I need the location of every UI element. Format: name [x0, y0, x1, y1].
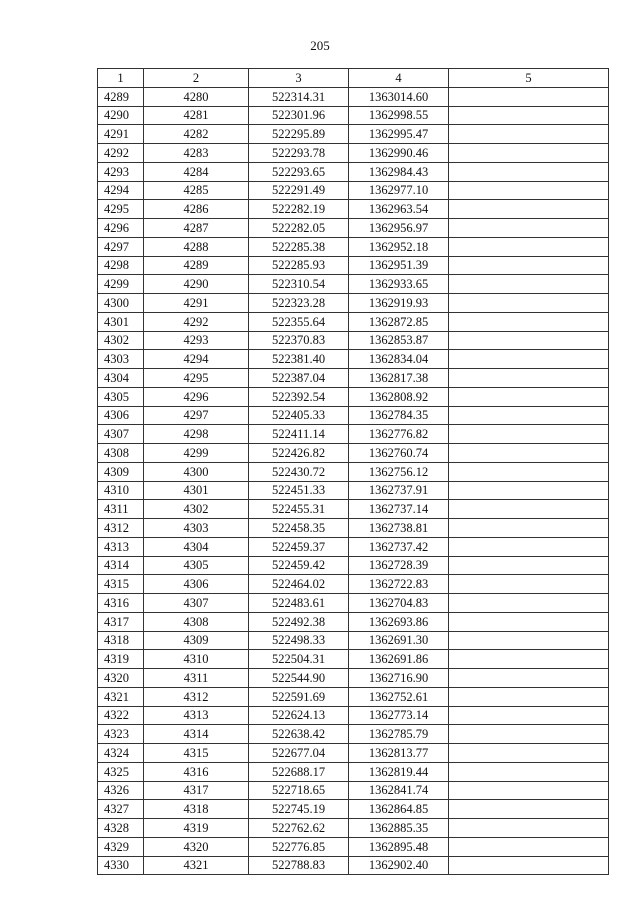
table-row	[98, 350, 609, 369]
table-cell-col-2: 4307	[144, 594, 249, 613]
table-cell-col-4: 1362704.83	[349, 594, 449, 613]
table-cell-col-4: 1362691.86	[349, 650, 449, 669]
table-cell-col-5	[449, 369, 609, 388]
table-cell-col-3: 522492.38	[249, 612, 349, 631]
table-cell-col-5	[449, 556, 609, 575]
table-cell-col-3: 522387.04	[249, 369, 349, 388]
table-cell-col-1: 4295	[98, 200, 144, 219]
table-cell-col-4: 1362895.48	[349, 837, 449, 856]
table-cell-col-2: 4306	[144, 575, 249, 594]
table-cell-col-3: 522355.64	[249, 312, 349, 331]
column-header-3: 3	[249, 69, 349, 88]
table-row	[98, 312, 609, 331]
table-cell-col-4: 1362885.35	[349, 819, 449, 838]
table-body	[98, 87, 609, 875]
table-cell-col-3: 522282.19	[249, 200, 349, 219]
table-cell-col-3: 522295.89	[249, 125, 349, 144]
table-cell-col-4: 1362693.86	[349, 612, 449, 631]
table-row	[98, 219, 609, 238]
table-cell-col-1: 4290	[98, 106, 144, 125]
table-cell-col-4: 1362951.39	[349, 256, 449, 275]
table-row	[98, 387, 609, 406]
table-cell-col-5	[449, 575, 609, 594]
table-cell-col-2: 4317	[144, 781, 249, 800]
table-row	[98, 556, 609, 575]
table-cell-col-5	[449, 312, 609, 331]
table-cell-col-1: 4318	[98, 631, 144, 650]
table-cell-col-2: 4319	[144, 819, 249, 838]
table-cell-col-1: 4317	[98, 612, 144, 631]
table-cell-col-1: 4299	[98, 275, 144, 294]
table-cell-col-5	[449, 237, 609, 256]
table-row	[98, 162, 609, 181]
table-cell-col-1: 4322	[98, 706, 144, 725]
table-cell-col-2: 4305	[144, 556, 249, 575]
table-cell-col-4: 1362813.77	[349, 744, 449, 763]
table-cell-col-1: 4301	[98, 312, 144, 331]
table-cell-col-2: 4314	[144, 725, 249, 744]
table-cell-col-3: 522323.28	[249, 294, 349, 313]
table-row	[98, 125, 609, 144]
table-cell-col-4: 1362737.91	[349, 481, 449, 500]
table-cell-col-1: 4312	[98, 519, 144, 538]
table-cell-col-4: 1362919.93	[349, 294, 449, 313]
table-cell-col-3: 522624.13	[249, 706, 349, 725]
table-cell-col-1: 4307	[98, 425, 144, 444]
table-cell-col-2: 4280	[144, 87, 249, 106]
table-cell-col-4: 1362776.82	[349, 425, 449, 444]
table-cell-col-1: 4327	[98, 800, 144, 819]
table-cell-col-3: 522293.65	[249, 162, 349, 181]
table-cell-col-1: 4311	[98, 500, 144, 519]
table-cell-col-2: 4285	[144, 181, 249, 200]
table-cell-col-3: 522370.83	[249, 331, 349, 350]
table-cell-col-2: 4304	[144, 537, 249, 556]
table-cell-col-3: 522464.02	[249, 575, 349, 594]
table-cell-col-2: 4313	[144, 706, 249, 725]
table-cell-col-3: 522483.61	[249, 594, 349, 613]
table-cell-col-1: 4321	[98, 687, 144, 706]
table-cell-col-5	[449, 444, 609, 463]
table-row	[98, 444, 609, 463]
table-cell-col-5	[449, 819, 609, 838]
table-cell-col-1: 4303	[98, 350, 144, 369]
table-cell-col-5	[449, 800, 609, 819]
table-cell-col-2: 4282	[144, 125, 249, 144]
table-cell-col-3: 522458.35	[249, 519, 349, 538]
table-cell-col-1: 4296	[98, 219, 144, 238]
table-cell-col-1: 4291	[98, 125, 144, 144]
table-cell-col-1: 4310	[98, 481, 144, 500]
table-cell-col-5	[449, 744, 609, 763]
table-cell-col-5	[449, 781, 609, 800]
table-cell-col-2: 4297	[144, 406, 249, 425]
table-cell-col-4: 1363014.60	[349, 87, 449, 106]
table-cell-col-5	[449, 387, 609, 406]
table-cell-col-5	[449, 87, 609, 106]
table-cell-col-2: 4289	[144, 256, 249, 275]
table-cell-col-1: 4300	[98, 294, 144, 313]
table-row	[98, 406, 609, 425]
table-row	[98, 481, 609, 500]
table-cell-col-5	[449, 219, 609, 238]
table-cell-col-4: 1362933.65	[349, 275, 449, 294]
table-row	[98, 669, 609, 688]
table-cell-col-3: 522411.14	[249, 425, 349, 444]
table-row	[98, 781, 609, 800]
table-cell-col-5	[449, 519, 609, 538]
table-cell-col-5	[449, 669, 609, 688]
table-cell-col-5	[449, 462, 609, 481]
table-cell-col-4: 1362819.44	[349, 762, 449, 781]
table-cell-col-2: 4281	[144, 106, 249, 125]
table-cell-col-5	[449, 200, 609, 219]
table-cell-col-3: 522504.31	[249, 650, 349, 669]
table-row	[98, 800, 609, 819]
table-cell-col-5	[449, 275, 609, 294]
table-cell-col-4: 1362716.90	[349, 669, 449, 688]
table-row	[98, 500, 609, 519]
table-cell-col-1: 4302	[98, 331, 144, 350]
table-row	[98, 856, 609, 875]
table-cell-col-4: 1362785.79	[349, 725, 449, 744]
table-row	[98, 706, 609, 725]
table-cell-col-3: 522301.96	[249, 106, 349, 125]
table-cell-col-5	[449, 537, 609, 556]
table-cell-col-3: 522426.82	[249, 444, 349, 463]
table-cell-col-2: 4320	[144, 837, 249, 856]
table-row	[98, 462, 609, 481]
table-cell-col-4: 1362808.92	[349, 387, 449, 406]
table-cell-col-3: 522591.69	[249, 687, 349, 706]
table-cell-col-3: 522392.54	[249, 387, 349, 406]
column-header-1: 1	[98, 69, 144, 88]
table-cell-col-3: 522310.54	[249, 275, 349, 294]
table-cell-col-4: 1362834.04	[349, 350, 449, 369]
table-cell-col-1: 4297	[98, 237, 144, 256]
table-cell-col-2: 4321	[144, 856, 249, 875]
table-cell-col-1: 4326	[98, 781, 144, 800]
table-row	[98, 762, 609, 781]
table-cell-col-5	[449, 181, 609, 200]
table-cell-col-2: 4315	[144, 744, 249, 763]
table-cell-col-3: 522762.62	[249, 819, 349, 838]
table-cell-col-3: 522459.37	[249, 537, 349, 556]
table-cell-col-2: 4303	[144, 519, 249, 538]
table-cell-col-1: 4298	[98, 256, 144, 275]
table-cell-col-2: 4293	[144, 331, 249, 350]
page-number: 205	[310, 38, 330, 53]
table-cell-col-2: 4300	[144, 462, 249, 481]
table-row	[98, 575, 609, 594]
table-cell-col-1: 4292	[98, 144, 144, 163]
table-cell-col-3: 522314.31	[249, 87, 349, 106]
table-cell-col-4: 1362773.14	[349, 706, 449, 725]
table-cell-col-3: 522544.90	[249, 669, 349, 688]
table-row	[98, 294, 609, 313]
table-cell-col-5	[449, 425, 609, 444]
table-cell-col-2: 4296	[144, 387, 249, 406]
table-cell-col-2: 4292	[144, 312, 249, 331]
table-cell-col-2: 4299	[144, 444, 249, 463]
table-cell-col-4: 1362853.87	[349, 331, 449, 350]
table-cell-col-2: 4298	[144, 425, 249, 444]
table-row	[98, 331, 609, 350]
table-cell-col-2: 4287	[144, 219, 249, 238]
coordinates-table	[97, 68, 609, 875]
table-cell-col-1: 4315	[98, 575, 144, 594]
table-cell-col-4: 1362902.40	[349, 856, 449, 875]
table-cell-col-3: 522430.72	[249, 462, 349, 481]
table-cell-col-1: 4289	[98, 87, 144, 106]
table-cell-col-5	[449, 481, 609, 500]
table-cell-col-1: 4319	[98, 650, 144, 669]
table-cell-col-5	[449, 106, 609, 125]
table-cell-col-1: 4320	[98, 669, 144, 688]
table-row	[98, 537, 609, 556]
table-cell-col-2: 4318	[144, 800, 249, 819]
table-cell-col-2: 4308	[144, 612, 249, 631]
table-row	[98, 106, 609, 125]
table-cell-col-1: 4325	[98, 762, 144, 781]
table-cell-col-2: 4316	[144, 762, 249, 781]
table-cell-col-2: 4294	[144, 350, 249, 369]
table-row	[98, 275, 609, 294]
table-cell-col-1: 4328	[98, 819, 144, 838]
table-row	[98, 725, 609, 744]
table-cell-col-1: 4309	[98, 462, 144, 481]
table-cell-col-2: 4291	[144, 294, 249, 313]
table-cell-col-4: 1362984.43	[349, 162, 449, 181]
table-cell-col-5	[449, 837, 609, 856]
table-row	[98, 237, 609, 256]
table-cell-col-3: 522459.42	[249, 556, 349, 575]
table-cell-col-5	[449, 350, 609, 369]
table-cell-col-4: 1362737.42	[349, 537, 449, 556]
table-cell-col-1: 4330	[98, 856, 144, 875]
table-cell-col-1: 4293	[98, 162, 144, 181]
table-cell-col-4: 1362737.14	[349, 500, 449, 519]
column-header-2: 2	[144, 69, 249, 88]
table-cell-col-5	[449, 856, 609, 875]
table-cell-col-2: 4290	[144, 275, 249, 294]
table-cell-col-4: 1362722.83	[349, 575, 449, 594]
table-row	[98, 744, 609, 763]
header-row	[98, 69, 609, 88]
table-row	[98, 369, 609, 388]
table-cell-col-1: 4305	[98, 387, 144, 406]
table-cell-col-5	[449, 612, 609, 631]
table-row	[98, 594, 609, 613]
table-cell-col-3: 522455.31	[249, 500, 349, 519]
table-cell-col-4: 1362998.55	[349, 106, 449, 125]
table-cell-col-1: 4323	[98, 725, 144, 744]
table-row	[98, 181, 609, 200]
table-cell-col-4: 1362956.97	[349, 219, 449, 238]
table-cell-col-4: 1362738.81	[349, 519, 449, 538]
table-cell-col-4: 1362817.38	[349, 369, 449, 388]
table-cell-col-1: 4314	[98, 556, 144, 575]
table-cell-col-5	[449, 294, 609, 313]
table-cell-col-4: 1362864.85	[349, 800, 449, 819]
table-cell-col-4: 1362990.46	[349, 144, 449, 163]
table-cell-col-3: 522282.05	[249, 219, 349, 238]
table-cell-col-3: 522638.42	[249, 725, 349, 744]
table-cell-col-4: 1362756.12	[349, 462, 449, 481]
column-header-4: 4	[349, 69, 449, 88]
table-row	[98, 200, 609, 219]
table-cell-col-2: 4284	[144, 162, 249, 181]
table-row	[98, 837, 609, 856]
table-cell-col-1: 4316	[98, 594, 144, 613]
table-cell-col-3: 522451.33	[249, 481, 349, 500]
table-cell-col-5	[449, 406, 609, 425]
table-cell-col-3: 522745.19	[249, 800, 349, 819]
table-cell-col-5	[449, 500, 609, 519]
table-cell-col-4: 1362728.39	[349, 556, 449, 575]
table-cell-col-4: 1362760.74	[349, 444, 449, 463]
table-cell-col-5	[449, 687, 609, 706]
table-cell-col-3: 522677.04	[249, 744, 349, 763]
table-cell-col-1: 4329	[98, 837, 144, 856]
table-row	[98, 612, 609, 631]
table-cell-col-1: 4308	[98, 444, 144, 463]
table-cell-col-4: 1362691.30	[349, 631, 449, 650]
table-row	[98, 687, 609, 706]
table-cell-col-4: 1362995.47	[349, 125, 449, 144]
table-cell-col-4: 1362841.74	[349, 781, 449, 800]
table-cell-col-2: 4288	[144, 237, 249, 256]
table-cell-col-1: 4306	[98, 406, 144, 425]
table-cell-col-3: 522285.38	[249, 237, 349, 256]
table-cell-col-3: 522405.33	[249, 406, 349, 425]
table-cell-col-2: 4302	[144, 500, 249, 519]
table-cell-col-3: 522688.17	[249, 762, 349, 781]
table-row	[98, 144, 609, 163]
table-cell-col-4: 1362752.61	[349, 687, 449, 706]
table-cell-col-3: 522718.65	[249, 781, 349, 800]
table-cell-col-2: 4283	[144, 144, 249, 163]
table-cell-col-5	[449, 144, 609, 163]
table-cell-col-3: 522776.85	[249, 837, 349, 856]
table-cell-col-3: 522498.33	[249, 631, 349, 650]
table-cell-col-5	[449, 631, 609, 650]
table-row	[98, 256, 609, 275]
column-header-5: 5	[449, 69, 609, 88]
table-cell-col-4: 1362963.54	[349, 200, 449, 219]
table-cell-col-2: 4311	[144, 669, 249, 688]
table-cell-col-1: 4313	[98, 537, 144, 556]
table-cell-col-3: 522788.83	[249, 856, 349, 875]
table-row	[98, 631, 609, 650]
table-cell-col-2: 4295	[144, 369, 249, 388]
table-row	[98, 425, 609, 444]
table-cell-col-5	[449, 256, 609, 275]
table-cell-col-4: 1362952.18	[349, 237, 449, 256]
table-cell-col-1: 4304	[98, 369, 144, 388]
table-cell-col-5	[449, 594, 609, 613]
table-cell-col-3: 522291.49	[249, 181, 349, 200]
table-cell-col-5	[449, 162, 609, 181]
table-header	[98, 69, 609, 88]
table-cell-col-5	[449, 650, 609, 669]
table-cell-col-5	[449, 331, 609, 350]
table-cell-col-1: 4324	[98, 744, 144, 763]
table-cell-col-1: 4294	[98, 181, 144, 200]
table-cell-col-2: 4301	[144, 481, 249, 500]
table-cell-col-5	[449, 762, 609, 781]
table-cell-col-3: 522285.93	[249, 256, 349, 275]
table-cell-col-5	[449, 725, 609, 744]
table-cell-col-4: 1362977.10	[349, 181, 449, 200]
table-cell-col-5	[449, 125, 609, 144]
table-row	[98, 650, 609, 669]
table-cell-col-5	[449, 706, 609, 725]
table-cell-col-3: 522293.78	[249, 144, 349, 163]
table-row	[98, 87, 609, 106]
table-cell-col-2: 4312	[144, 687, 249, 706]
table-cell-col-4: 1362872.85	[349, 312, 449, 331]
table-cell-col-2: 4309	[144, 631, 249, 650]
table-cell-col-2: 4286	[144, 200, 249, 219]
table-row	[98, 819, 609, 838]
table-row	[98, 519, 609, 538]
table-cell-col-3: 522381.40	[249, 350, 349, 369]
table-cell-col-2: 4310	[144, 650, 249, 669]
table-cell-col-4: 1362784.35	[349, 406, 449, 425]
